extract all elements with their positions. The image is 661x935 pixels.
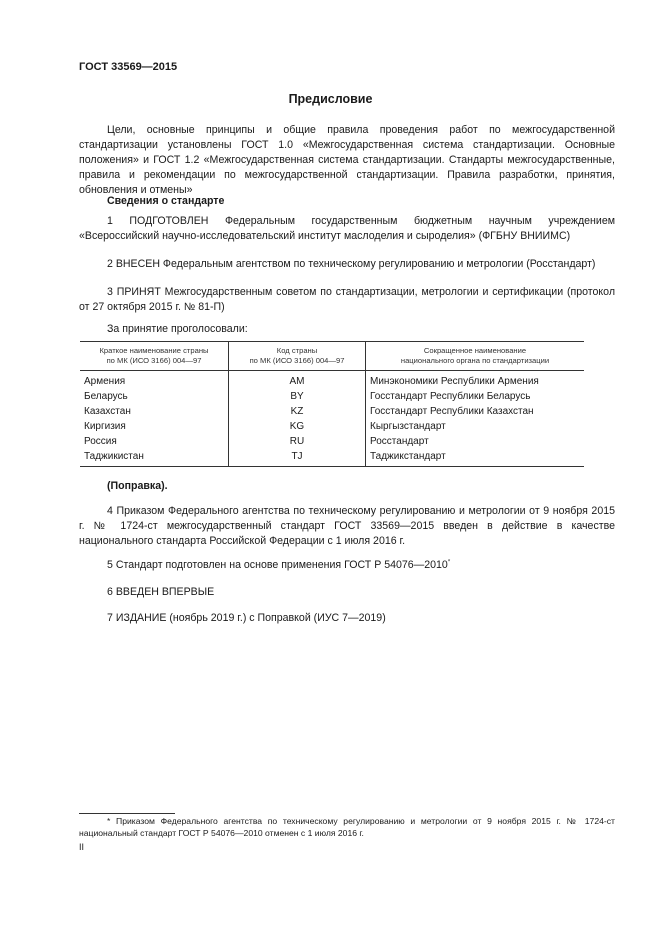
footnote-marker: * [447,559,451,566]
national-body-cell: Госстандарт Республики Беларусь [366,389,585,404]
code-cell: RU [229,434,366,449]
code-cell: TJ [229,449,366,467]
item-6: 6 ВВЕДЕН ВПЕРВЫЕ [107,586,215,598]
national-body-cell: Минэкономики Республики Армения [366,371,585,390]
code-cell: KG [229,419,366,434]
country-cell: Армения [84,376,126,387]
national-body-cell: Росстандарт [366,434,585,449]
preface-heading: Предисловие [288,92,373,106]
country-cell: Россия [84,436,117,447]
item-4 [79,504,615,549]
intro-text: Цели, основные принципы и общие правила проведения работ по межгосударственной стандартизации установлены ГОСТ 1.0 «Межгосударственная система стандартизации. Основные положения» и ГОСТ 1.2 «Межгосударственная система стандартизации. Стандарты межгосударственные, правила и рекомендации по межгосударственной стандартизации. Правила разработки, принятия, обновления и отмены» [79,124,615,196]
item-1-text: 1 ПОДГОТОВЛЕН Федеральным государственным бюджетным научным учреждением «Всероссийский научно-исследовательский институт маслоделия и сыроделия» (ФГБНУ ВНИИМС) [79,215,615,242]
section-title: Сведения о стандарте [107,195,225,207]
code-cell: AM [229,371,366,390]
item-7: 7 ИЗДАНИЕ (ноябрь 2019 г.) с Поправкой (ИУС 7—2019) [107,612,386,624]
country-cell: Беларусь [84,391,128,402]
amendment-note: (Поправка). [107,480,168,492]
document-id: ГОСТ 33569—2015 [79,61,178,73]
item-1 [79,214,615,244]
item-5 [107,558,450,573]
country-cell: Казахстан [84,406,131,417]
code-cell: BY [229,389,366,404]
table-row [80,434,584,449]
intro-paragraph [79,123,615,198]
table-row [80,404,584,419]
table-header-row [80,342,584,371]
footnote-text: * Приказом Федерального агентства по техническому регулированию и метрологии от 9 ноября 2015 г. № 1724-ст национальный стандарт ГОСТ Р 54076—2010 отменен с 1 июля 2016 г. [79,816,615,838]
page-number: II [79,842,85,852]
table-row [80,449,584,467]
national-body-cell: Таджикстандарт [366,449,585,467]
vote-intro: За принятие проголосовали: [107,323,248,335]
item-2 [79,257,615,272]
national-body-cell: Кыргызстандарт [366,419,585,434]
voting-table [80,341,584,467]
header-national-body: Сокращенное наименование национального органа по стандартизации [366,342,585,371]
item-2-text: 2 ВНЕСЕН Федеральным агентством по техническому регулированию и метрологии (Росстандарт) [107,258,596,270]
header-country: Краткое наименование страны по МК (ИСО 3166) 004—97 [80,342,229,371]
national-body-cell: Госстандарт Республики Казахстан [366,404,585,419]
code-cell: KZ [229,404,366,419]
footnote [79,815,615,839]
country-cell: Таджикистан [80,449,229,467]
table-row [80,371,584,390]
item-5-text: 5 Стандарт подготовлен на основе применения ГОСТ Р 54076—2010 [107,559,448,571]
item-3-text: 3 ПРИНЯТ Межгосударственным советом по стандартизации, метрологии и сертификации (протокол от 27 октября 2015 г. № 81-П) [79,286,615,313]
country-cell: Киргизия [84,421,126,432]
table-row [80,389,584,404]
footnote-divider [79,813,175,814]
item-4-text: 4 Приказом Федерального агентства по техническому регулированию и метрологии от 9 ноября 2015 г. № 1724-ст межгосударственный стандарт ГОСТ 33569—2015 введен в действие в качестве национального стандарта Российской Федерации с 1 июля 2016 г. [79,505,615,547]
header-country-code: Код страны по МК (ИСО 3166) 004—97 [229,342,366,371]
table-row [80,419,584,434]
item-3 [79,285,615,315]
